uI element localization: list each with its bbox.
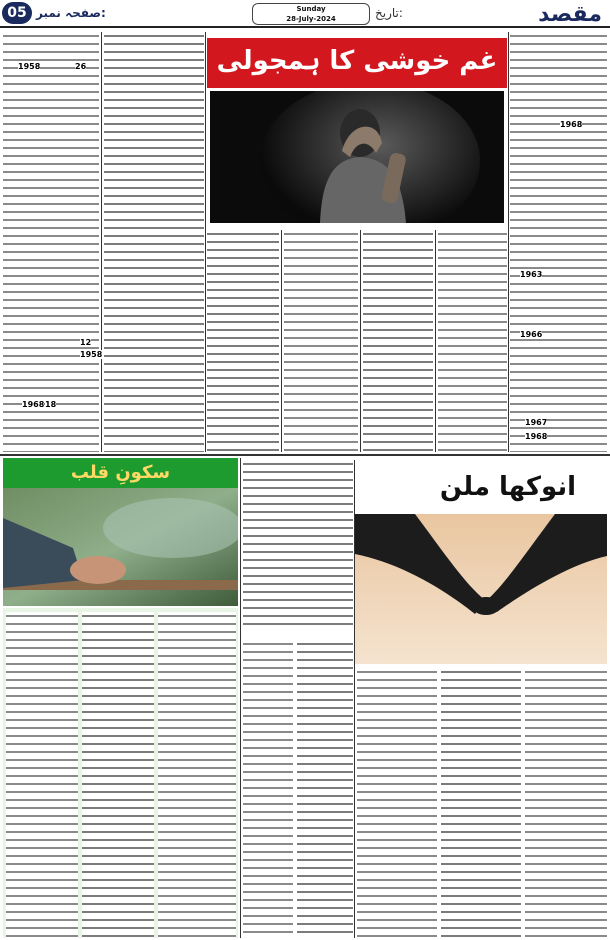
year-highlight: 1958 (80, 350, 103, 359)
text-column (525, 668, 607, 938)
page-header (0, 0, 610, 28)
text-column (207, 230, 279, 452)
lower-right-photo (355, 514, 607, 664)
year-highlight: 1968 (22, 400, 45, 409)
page-number-badge: 05 (2, 2, 32, 24)
lower-left-headline: سکونِ قلب (70, 462, 171, 483)
day-text: Sunday (296, 5, 326, 13)
year-highlight: 12 (80, 338, 92, 347)
date-highlight: 18 (45, 400, 57, 409)
lower-right-headline-block (360, 466, 606, 514)
text-column (357, 668, 437, 938)
page-number-label: صفحہ نمبر: (36, 6, 106, 20)
lower-left-headline-banner (3, 458, 238, 488)
text-column (6, 612, 78, 938)
text-column (363, 230, 433, 452)
lower-right-headline: انوکھا ملن (439, 472, 576, 502)
masthead: مقصد (538, 2, 602, 27)
text-column (243, 640, 293, 938)
top-story-headline-banner (207, 38, 507, 88)
year-highlight: 1958 (18, 62, 41, 71)
text-column (297, 640, 353, 938)
year-highlight: 1967 (525, 418, 548, 427)
text-column (82, 612, 154, 938)
text-column (438, 230, 507, 452)
text-column (510, 32, 607, 452)
top-story-headline: غم خوشی کا ہمجولی (216, 46, 498, 76)
sad-man-image (210, 91, 504, 223)
text-column (441, 668, 521, 938)
date-highlight: 26 (75, 62, 87, 71)
lower-left-photo (3, 488, 238, 606)
hands-on-railing-image (3, 488, 238, 606)
year-highlight: 1968 (560, 120, 583, 129)
text-column (284, 230, 358, 452)
text-column (104, 32, 204, 452)
text-column (3, 32, 99, 452)
top-story-photo (207, 88, 507, 226)
year-highlight: 1963 (520, 270, 543, 279)
text-column (243, 460, 353, 630)
holding-hands-silhouette-image (355, 514, 607, 664)
date-label: تاریخ: (375, 6, 403, 20)
date-box (252, 3, 370, 25)
date-text: 28-July-2024 (286, 15, 336, 23)
year-highlight: 1966 (520, 330, 543, 339)
text-column (158, 612, 236, 938)
year-highlight: 1968 (525, 432, 548, 441)
